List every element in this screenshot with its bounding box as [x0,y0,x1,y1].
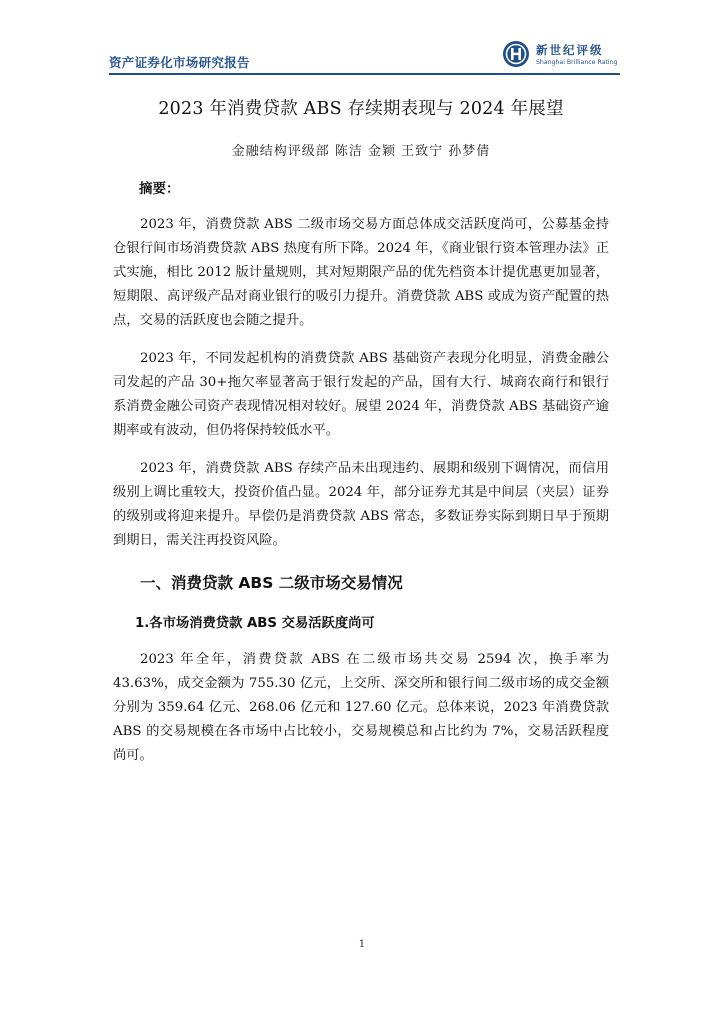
abstract-paragraph: 2023 年，消费贷款 ABS 存续产品未出现违约、展期和级别下调情况，而信用级别上调比重较大，投资价值凸显。2024 年，部分证券尤其是中间层（夹层）证券的级别或将迎来提升。早偿仍是消费贷款 ABS 常态，多数证券实际到期日早于预期到期日，需关注再投资风险。 [113,461,609,548]
page-number: 1 [358,938,366,950]
document-title: 2023 年消费贷款 ABS 存续期表现与 2024 年展望 [158,99,564,119]
logo-emblem-icon [502,40,530,68]
page-header [109,38,620,74]
subsection-heading: 1.各市场消费贷款 ABS 交易活跃度尚可 [135,616,375,631]
authors-line: 金融结构评级部 陈洁 金颖 王致宁 孙梦倩 [231,144,491,159]
company-logo [502,40,620,70]
logo-english-name: Shanghai Brilliance Rating [536,59,618,66]
header-divider [109,73,620,75]
body-paragraph: 2023 年全年，消费贷款 ABS 在二级市场共交易 2594 次，换手率为 43.63%，成交金额为 755.30 亿元，上交所、深交所和银行间二级市场的成交金额分别为 359.64 亿元、268.06 亿元和 127.60 亿元。总体来说，2023 年消费贷款 ABS 的交易规模在各市场中占比较小，交易规模总和占比约为 7%，交易活跃程度尚可。 [113,652,609,763]
section-heading: 一、消费贷款 ABS 二级市场交易情况 [140,574,403,592]
document-body [113,96,609,768]
logo-chinese-name: 新世纪评级 [536,43,604,57]
abstract-paragraph: 2023 年，不同发起机构的消费贷款 ABS 基础资产表现分化明显，消费金融公司发起的产品 30+拖欠率显著高于银行发起的产品，国有大行、城商农商行和银行系消费金融公司资产表现情况相对较好。展望 2024 年，消费贷款 ABS 基础资产逾期率或有波动，但仍将保持较低水平。 [113,351,609,438]
abstract-heading: 摘要： [139,181,180,197]
abstract-paragraph: 2023 年，消费贷款 ABS 二级市场交易方面总体成交活跃度尚可，公募基金持仓银行间市场消费贷款 ABS 热度有所下降。2024 年，《商业银行资本管理办法》正式实施，相比 2012 版计量规则，其对短期限产品的优先档资本计提优惠更加显著，短期限、高评级产品对商业银行的吸引力提升。消费贷款 ABS 或成为资产配置的热点，交易的活跃度也会随之提升。 [113,217,609,328]
report-series-title: 资产证券化市场研究报告 [109,55,250,70]
